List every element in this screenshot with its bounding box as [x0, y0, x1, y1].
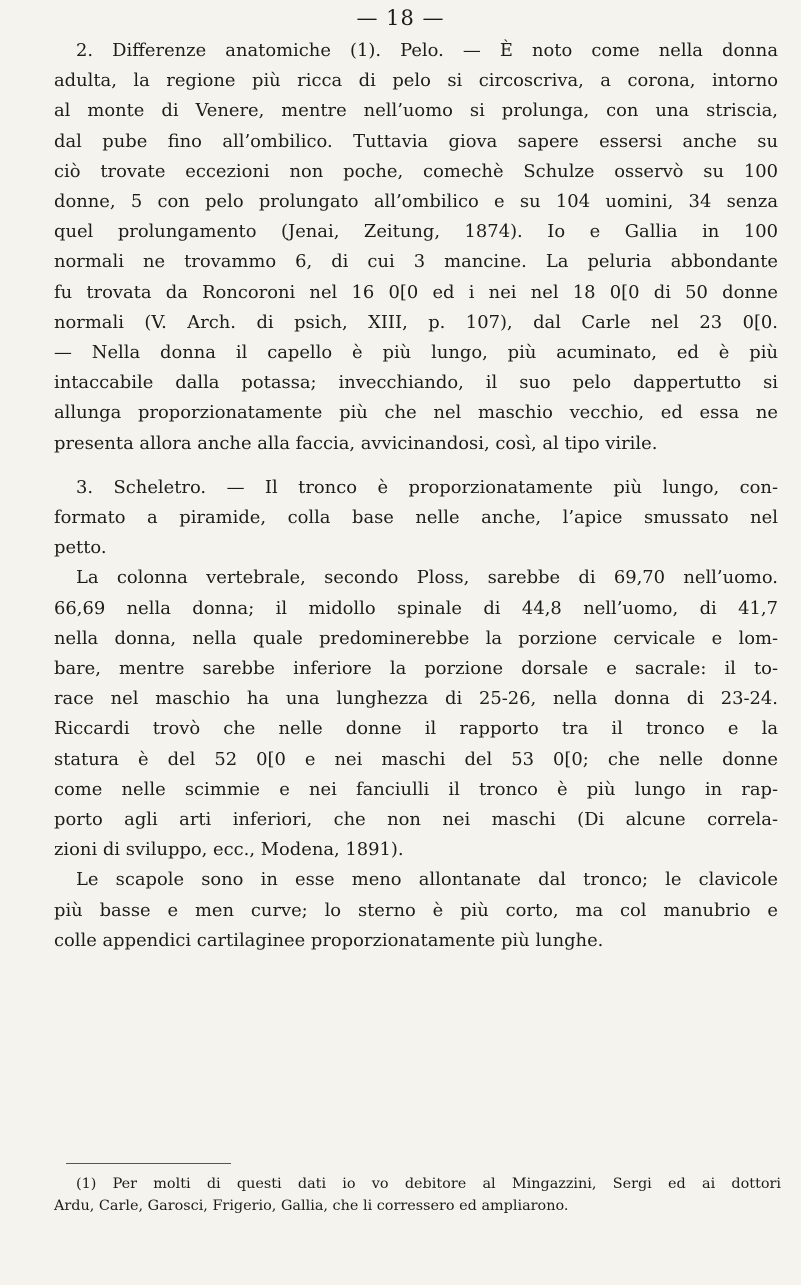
text-line: statura è del 52 0[0 e nei maschi del 53 0[0; che nelle donne — [54, 748, 778, 770]
text-line: 2. Differenze anatomiche (1). Pelo. — È noto come nella donna — [76, 40, 778, 61]
text-line: dal pube fino all’ombilico. Tuttavia giova sapere essersi anche su — [54, 130, 778, 152]
paragraph-scapole — [54, 865, 778, 956]
text-line: colle appendici cartilaginee proporzionatamente più lunghe. — [54, 929, 604, 951]
text-line: 66,69 nella donna; il midollo spinale di 44,8 nell’uomo, di 41,7 — [54, 597, 778, 619]
text-line: zioni di sviluppo, ecc., Modena, 1891). — [54, 839, 404, 861]
text-line: più basse e men curve; lo sterno è più corto, ma col manubrio e — [54, 899, 778, 921]
paragraph-gap — [54, 459, 778, 473]
text-line: porto agli arti inferiori, che non nei maschi (Di alcune correla- — [54, 809, 778, 831]
paragraph-scheletro — [54, 473, 778, 564]
text-line: normali ne trovammo 6, di cui 3 mancine. La peluria abbondante — [54, 251, 778, 273]
body-text — [54, 36, 778, 956]
text-line: formato a piramide, colla base nelle anche, l’apice smussato nel — [54, 507, 778, 529]
text-line: allunga proporzionatamente più che nel maschio vecchio, ed essa ne — [54, 402, 778, 424]
paragraph-colonna — [54, 563, 778, 865]
text-line: 3. Scheletro. — Il tronco è proporzionatamente più lungo, con- — [76, 476, 778, 498]
text-line: al monte di Venere, mentre nell’uomo si prolunga, con una striscia, — [54, 100, 778, 122]
footnote — [54, 1173, 781, 1217]
text-line: race nel maschio ha una lunghezza di 25-26, nella donna di 23-24. — [54, 688, 778, 710]
text-line: Le scapole sono in esse meno allontanate dal tronco; le clavicole — [76, 869, 778, 891]
text-line: donne, 5 con pelo prolungato all’ombilico e su 104 uomini, 34 senza — [54, 191, 778, 213]
text-line: normali (V. Arch. di psich, XIII, p. 107), dal Carle nel 23 0[0. — [54, 311, 778, 333]
text-line: La colonna vertebrale, secondo Ploss, sarebbe di 69,70 nell’uomo. — [76, 567, 778, 589]
footnote-line: Ardu, Carle, Garosci, Frigerio, Gallia, che li corressero ed ampliarono. — [54, 1198, 569, 1214]
page-number-header: — 18 — — [356, 6, 445, 30]
text-line: nella donna, nella quale predominerebbe la porzione cervicale e lom- — [54, 627, 778, 649]
text-line: ciò trovate eccezioni non poche, comechè Schulze osservò su 100 — [54, 160, 778, 182]
paragraph-pelo — [54, 36, 778, 459]
text-line: — Nella donna il capello è più lungo, più acuminato, ed è più — [54, 342, 778, 364]
text-line: come nelle scimmie e nei fanciulli il tronco è più lungo in rap- — [54, 778, 778, 800]
text-line: intaccabile dalla potassa; invecchiando, il suo pelo dappertutto si — [54, 372, 778, 394]
text-line: adulta, la regione più ricca di pelo si circoscriva, a corona, intorno — [54, 70, 778, 92]
text-line: fu trovata da Roncoroni nel 16 0[0 ed i nei nel 18 0[0 di 50 donne — [54, 281, 778, 303]
text-line: petto. — [54, 537, 107, 559]
text-line: bare, mentre sarebbe inferiore la porzione dorsale e sacrale: il to- — [54, 658, 778, 680]
footnote-line: (1) Per molti di questi dati io vo debitore al Mingazzini, Sergi ed ai dottori — [76, 1176, 781, 1192]
text-line: presenta allora anche alla faccia, avvicinandosi, così, al tipo virile. — [54, 432, 658, 454]
text-line: Riccardi trovò che nelle donne il rapporto tra il tronco e la — [54, 718, 778, 740]
footnote-separator — [66, 1163, 231, 1164]
text-line: quel prolungamento (Jenai, Zeitung, 1874). Io e Gallia in 100 — [54, 221, 778, 243]
